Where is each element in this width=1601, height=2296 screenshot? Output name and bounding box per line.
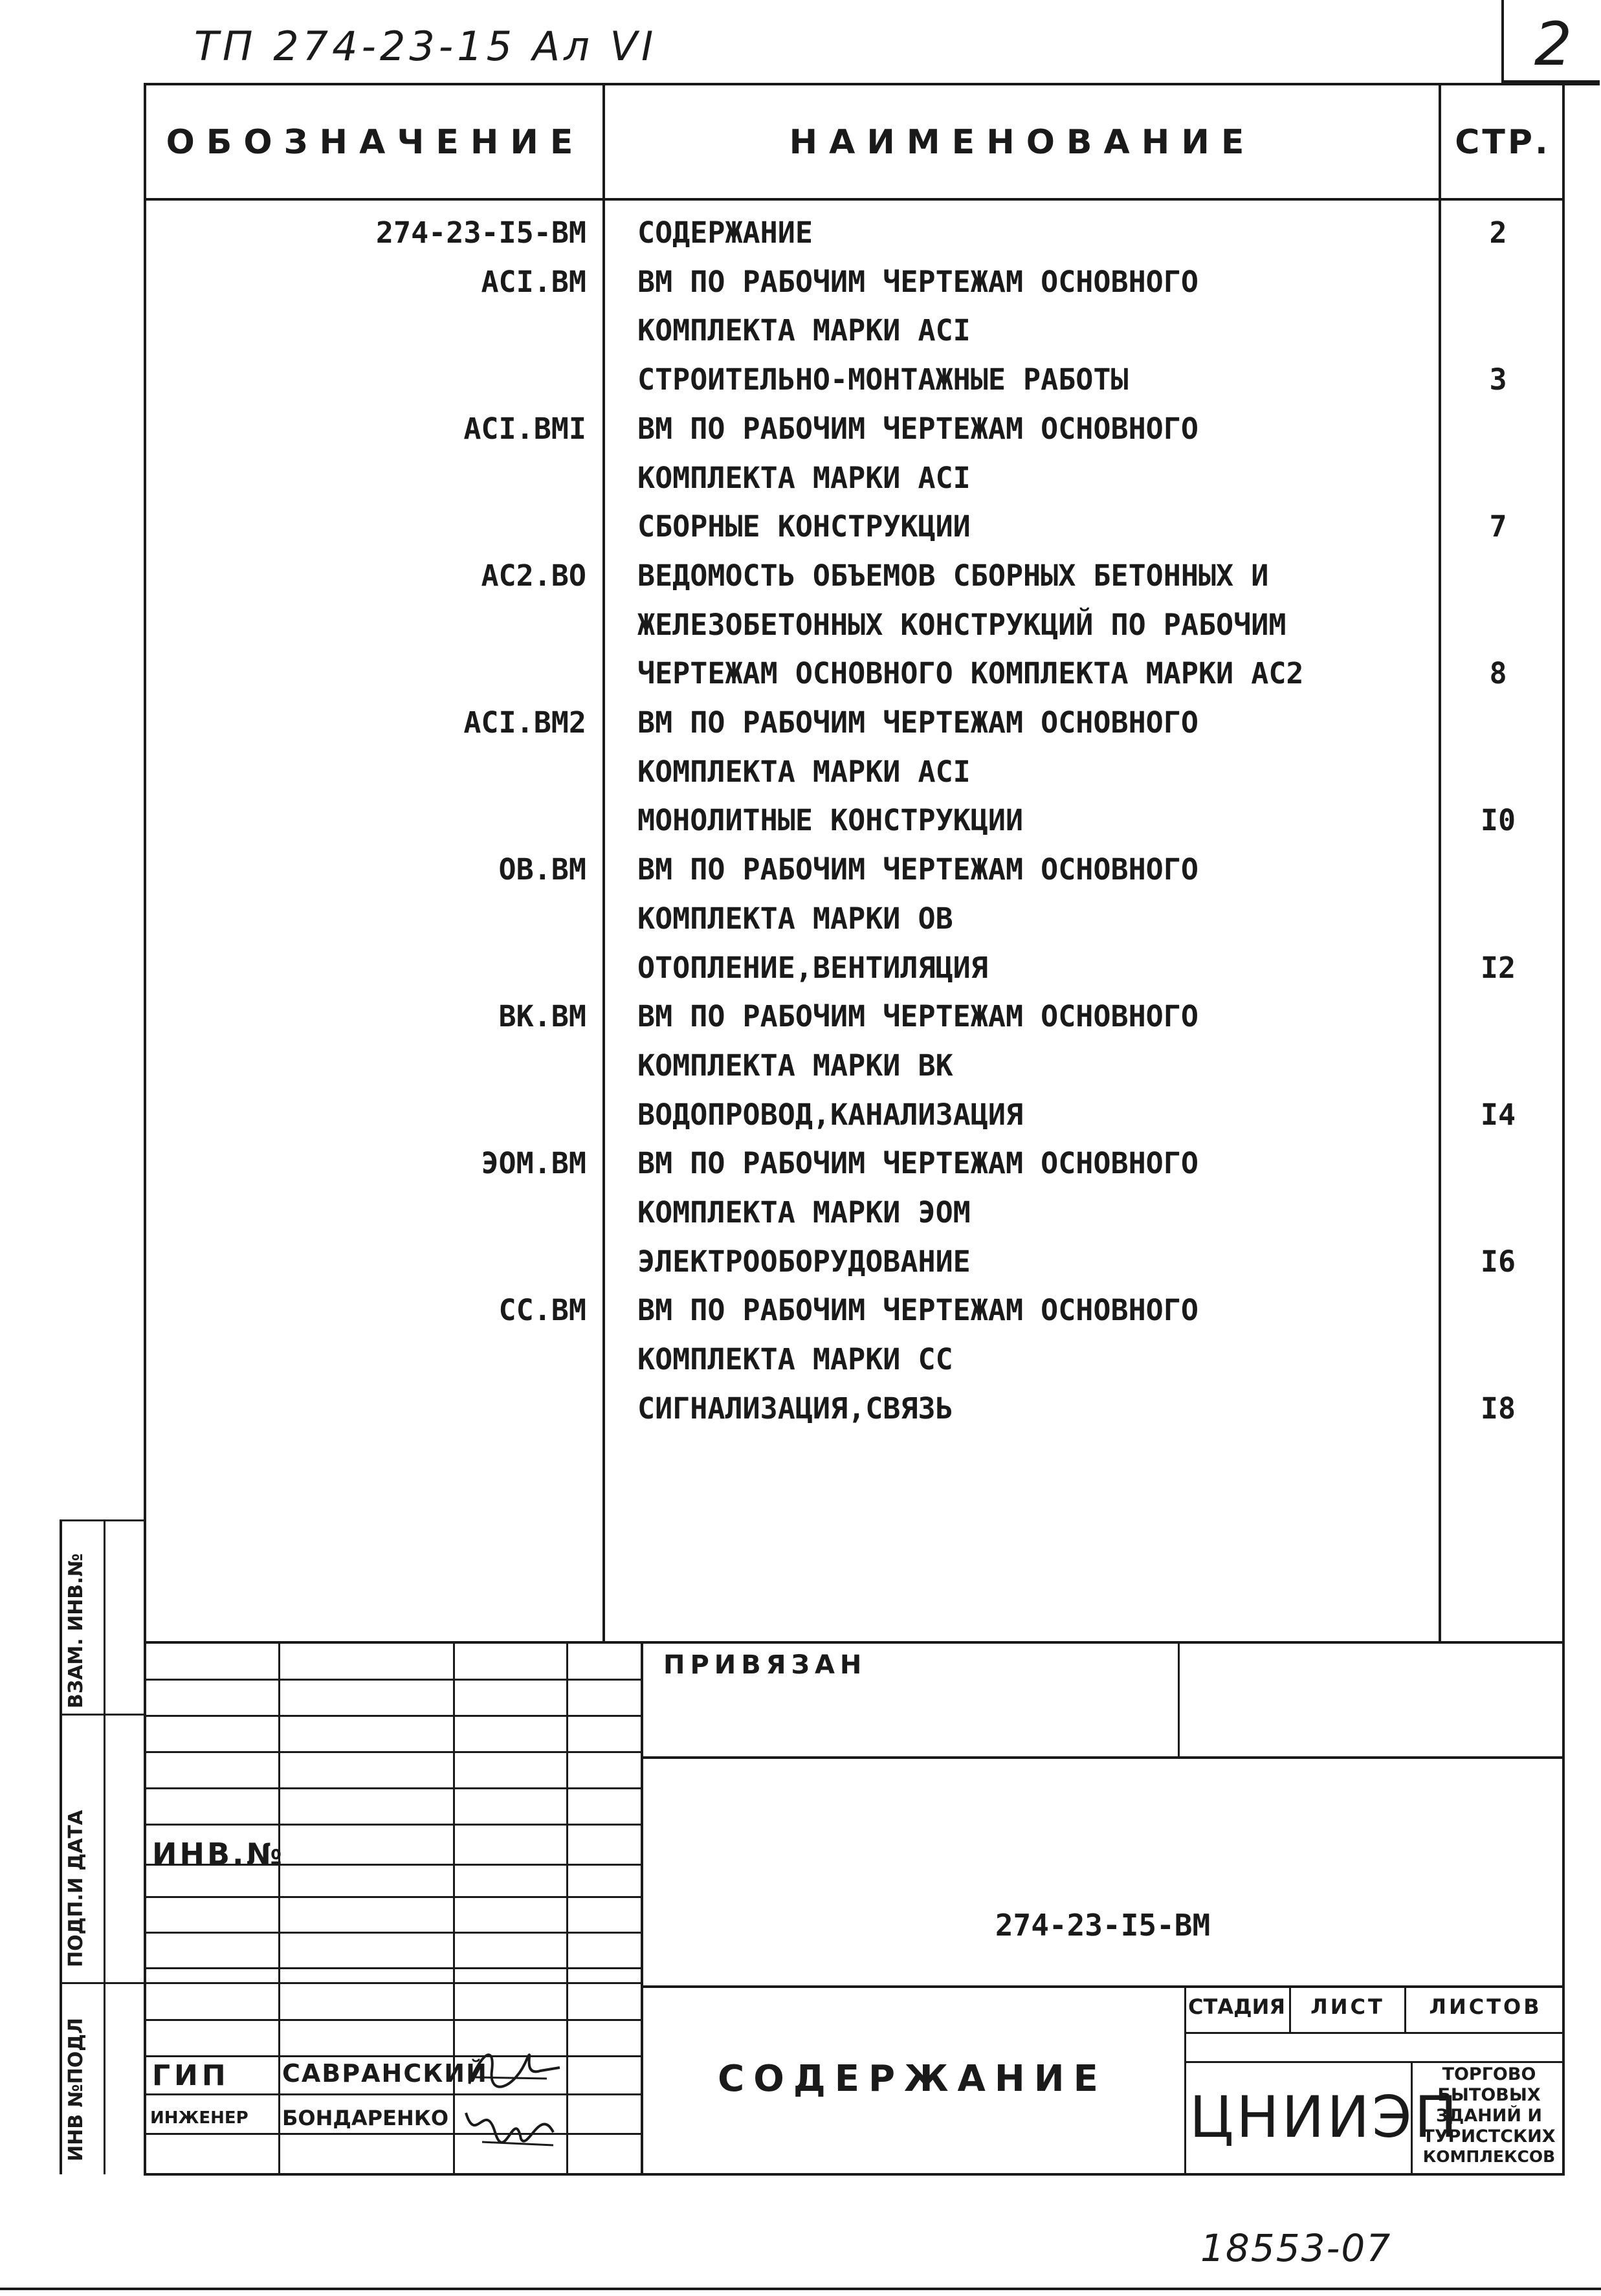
row-page (1440, 1140, 1556, 1187)
org-name-line: ТОРГОВО (1442, 2064, 1536, 2084)
row-name: КОМПЛЕКТА МАРКИ АСI (637, 313, 971, 348)
row-code: АСI.ВМ2 (463, 705, 586, 740)
col-divider-1 (602, 83, 605, 1641)
row-name: КОМПЛЕКТА МАРКИ ВК (637, 1048, 953, 1083)
row-name: ВМ ПО РАБОЧИМ ЧЕРТЕЖАМ ОСНОВНОГО (637, 1146, 1198, 1180)
row-page (1440, 748, 1556, 796)
row-name: КОМПЛЕКТА МАРКИ ОВ (637, 901, 953, 936)
signature-engineer (456, 2093, 566, 2155)
signature-gip (456, 2038, 566, 2097)
row-page (1440, 454, 1556, 502)
row-page: I2 (1480, 951, 1516, 985)
row-page (1440, 993, 1556, 1041)
footer-number: 18553-07 (1200, 2226, 1392, 2270)
row-name: ЖЕЛЕЗОБЕТОННЫХ КОНСТРУКЦИЙ ПО РАБОЧИМ (637, 608, 1286, 642)
col-header-page: СТР. (1455, 123, 1551, 162)
row-page (1440, 552, 1556, 600)
tb-h-line (144, 1751, 642, 1753)
tb-h-line (144, 1932, 642, 1934)
row-page (1440, 1336, 1556, 1384)
row-page: 3 (1489, 362, 1507, 397)
tb-h-stage (1184, 2032, 1565, 2034)
row-code: ОВ.ВМ (498, 852, 586, 887)
row-name: СТРОИТЕЛЬНО-МОНТАЖНЫЕ РАБОТЫ (637, 362, 1129, 397)
tb-h-line (144, 2133, 642, 2135)
tb-h-line (144, 2019, 642, 2021)
row-name: ВЕДОМОСТЬ ОБЪЕМОВ СБОРНЫХ БЕТОННЫХ И (637, 558, 1269, 593)
tb-h-right-1 (641, 1756, 1565, 1759)
row-code: 274-23-I5-ВМ (375, 215, 586, 250)
tb-gip-name: САВРАНСКИЙ (282, 2059, 488, 2088)
row-page: I8 (1480, 1391, 1516, 1426)
row-name: ВМ ПО РАБОЧИМ ЧЕРТЕЖАМ ОСНОВНОГО (637, 412, 1198, 446)
side-stamp-sep-1 (60, 1714, 145, 1716)
side-stamp-sep-2 (60, 1982, 145, 1984)
row-name: КОМПЛЕКТА МАРКИ АСI (637, 461, 971, 495)
row-code: ВК.ВМ (498, 999, 586, 1033)
row-name: СОДЕРЖАНИЕ (637, 215, 813, 250)
header-divider (144, 198, 1565, 201)
row-page (1440, 405, 1556, 453)
header-handwritten: ТП 274-23-15 Ал VI (194, 23, 657, 70)
tb-eng-role: ИНЖЕНЕР (150, 2108, 248, 2128)
row-page: I0 (1480, 803, 1516, 837)
row-code: СС.ВМ (498, 1293, 586, 1327)
tb-h-line (144, 1679, 642, 1681)
side-stamp-inner (104, 1519, 105, 2174)
side-stamp-left (60, 1519, 62, 2174)
side-stamp-vzam: ВЗАМ. ИНВ.№ (65, 1553, 87, 1708)
row-name: СБОРНЫЕ КОНСТРУКЦИИ (637, 509, 971, 544)
tb-org-name (1415, 2064, 1563, 2167)
tb-h-line (144, 2055, 642, 2057)
tb-sheets-label: ЛИСТОВ (1429, 1994, 1542, 2019)
row-page (1440, 1189, 1556, 1237)
row-code: АСI.ВМI (463, 412, 586, 446)
row-name: ВМ ПО РАБОЧИМ ЧЕРТЕЖАМ ОСНОВНОГО (637, 852, 1198, 887)
tb-title: СОДЕРЖАНИЕ (718, 2058, 1107, 2100)
row-name: КОМПЛЕКТА МАРКИ СС (637, 1342, 953, 1376)
row-page (1440, 307, 1556, 355)
row-page: I6 (1480, 1244, 1516, 1279)
org-name-line: ТУРИСТСКИХ (1422, 2126, 1556, 2147)
row-name: ВМ ПО РАБОЧИМ ЧЕРТЕЖАМ ОСНОВНОГО (637, 265, 1198, 299)
side-stamp-top (60, 1519, 145, 1521)
tb-gip-role: ГИП (152, 2059, 230, 2092)
row-name: МОНОЛИТНЫЕ КОНСТРУКЦИИ (637, 803, 1024, 837)
row-page (1440, 601, 1556, 649)
row-name: ВМ ПО РАБОЧИМ ЧЕРТЕЖАМ ОСНОВНОГО (637, 705, 1198, 740)
row-page: 7 (1489, 509, 1507, 544)
tb-h-line (144, 1982, 642, 1984)
tb-eng-name: БОНДАРЕНКО (282, 2106, 449, 2130)
side-stamp-inv: ИНВ №ПОДЛ (65, 2018, 87, 2161)
tb-sheet-label: ЛИСТ (1310, 1994, 1385, 2019)
side-stamp-podp: ПОДП.И ДАТА (65, 1809, 87, 1967)
row-name: ВМ ПО РАБОЧИМ ЧЕРТЕЖАМ ОСНОВНОГО (637, 1293, 1198, 1327)
org-name-line: КОМПЛЕКСОВ (1422, 2147, 1556, 2166)
sheet-corner-number: 2 (1534, 10, 1573, 79)
row-name: ЧЕРТЕЖАМ ОСНОВНОГО КОМПЛЕКТА МАРКИ АС2 (637, 656, 1304, 690)
footer-line (0, 2288, 1601, 2290)
row-name: ВМ ПО РАБОЧИМ ЧЕРТЕЖАМ ОСНОВНОГО (637, 999, 1198, 1033)
col-header-designation: ОБОЗНАЧЕНИЕ (166, 123, 585, 162)
row-name: КОМПЛЕКТА МАРКИ АСI (637, 755, 971, 789)
frame-top (144, 83, 1600, 85)
row-name: ОТОПЛЕНИЕ,ВЕНТИЛЯЦИЯ (637, 951, 988, 985)
row-page (1440, 895, 1556, 943)
org-name-line: ЗДАНИЙ И (1436, 2106, 1542, 2126)
tb-h-line (144, 1824, 642, 1826)
frame-bottom (144, 2173, 1565, 2176)
tb-h-line (144, 1715, 642, 1717)
tb-h-line (144, 1787, 642, 1789)
col-header-name: НАИМЕНОВАНИЕ (789, 123, 1256, 162)
tb-org-logo: ЦНИИЭП (1189, 2084, 1460, 2150)
tb-h-right-2 (641, 1985, 1565, 1988)
row-page: 8 (1489, 656, 1507, 690)
tb-h-org (1184, 2061, 1565, 2063)
tb-inv-no: ИНВ.№ (152, 1837, 285, 1871)
frame-right (1562, 83, 1565, 2174)
row-name: ВОДОПРОВОД,КАНАЛИЗАЦИЯ (637, 1098, 1024, 1132)
frame-left (144, 83, 146, 2174)
row-name: ЭЛЕКТРООБОРУДОВАНИЕ (637, 1244, 971, 1279)
row-page (1440, 258, 1556, 306)
org-name-line: БЫТОВЫХ (1437, 2085, 1541, 2105)
row-page: 2 (1489, 215, 1507, 250)
row-code: ЭОМ.ВМ (481, 1146, 586, 1180)
row-name: СИГНАЛИЗАЦИЯ,СВЯЗЬ (637, 1391, 953, 1426)
tb-doc-code: 274-23-I5-ВМ (995, 1908, 1211, 1943)
row-code: АСI.ВМ (481, 265, 586, 299)
row-page (1440, 1042, 1556, 1090)
tb-privyazan: ПРИВЯЗАН (663, 1650, 867, 1680)
row-name: КОМПЛЕКТА МАРКИ ЭОМ (637, 1195, 971, 1230)
tb-h-line (144, 2093, 642, 2095)
row-code: АС2.ВО (481, 558, 586, 593)
tb-h-line (144, 1896, 642, 1898)
row-page: I4 (1480, 1098, 1516, 1132)
row-page (1440, 1286, 1556, 1334)
tb-h-line (144, 1967, 642, 1969)
title-block-top (144, 1641, 1565, 1644)
tb-stage-label: СТАДИЯ (1188, 1994, 1285, 2019)
row-page (1440, 846, 1556, 894)
tb-v-5 (1178, 1641, 1180, 1756)
row-page (1440, 699, 1556, 747)
